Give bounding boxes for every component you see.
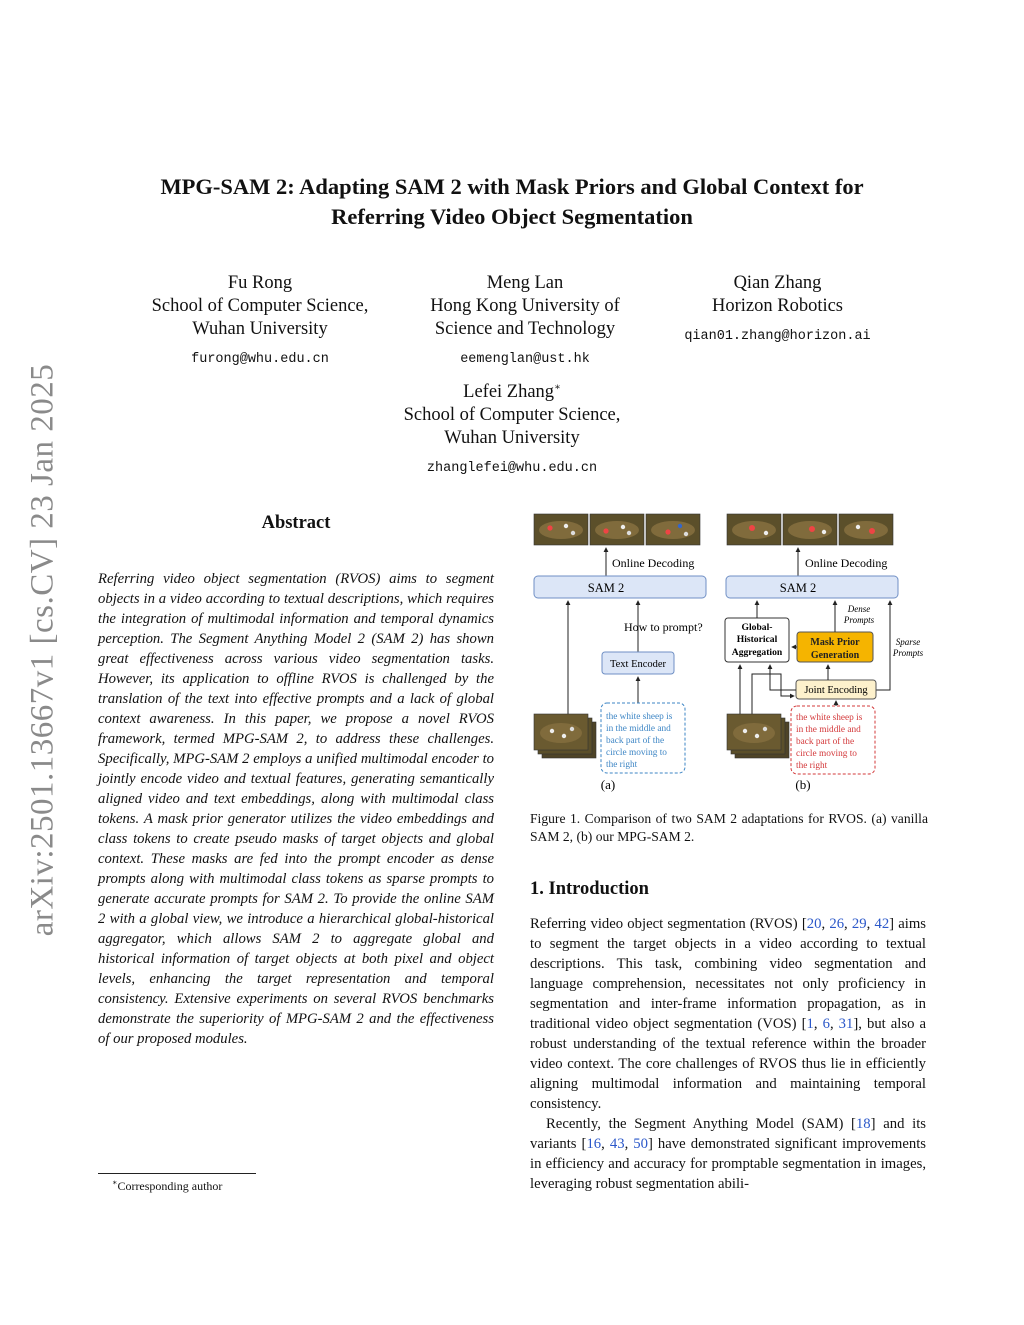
author-name: Qian Zhang [733, 273, 822, 293]
citation-link[interactable]: 1 [806, 1016, 814, 1032]
citation-link[interactable]: 50 [633, 1136, 648, 1152]
author-email[interactable]: eemenglan@ust.hk [460, 352, 590, 367]
figure-caption: Figure 1. Comparison of two SAM 2 adaptations for RVOS. (a) vanilla SAM 2, (b) our MPG-SAM 2. [530, 811, 928, 844]
how-to-prompt-label: How to prompt? [624, 620, 703, 634]
author-affiliation: School of Computer Science, [403, 405, 621, 426]
svg-text:Mask Prior: Mask Prior [810, 637, 860, 648]
online-decoding-label: Online Decoding [612, 556, 695, 570]
svg-text:back part of the: back part of the [796, 737, 855, 747]
title-line-2: Referring Video Object Segmentation [331, 204, 693, 229]
citation-link[interactable]: 16 [586, 1136, 602, 1152]
author-email[interactable]: zhanglefei@whu.edu.cn [426, 461, 598, 477]
abstract-heading: Abstract [261, 513, 331, 533]
svg-text:Prompts: Prompts [843, 615, 875, 625]
footnote-rule [98, 1173, 256, 1174]
paragraph: Recently, the Segment Anything Model (SAM) [18] and its variants [16, 43, 50] have demonstrated significant improvements in efficiency and accuracy for promptable segmentation in images, leveraging robust segmentation abili- [530, 1116, 926, 1192]
svg-text:Prompts: Prompts [892, 648, 924, 658]
author-block [665, 272, 890, 348]
online-decoding-label: Online Decoding [805, 556, 888, 570]
author-affiliation: Wuhan University [192, 319, 328, 339]
title-line-1: MPG-SAM 2: Adapting SAM 2 with Mask Priors and Global Context for [160, 174, 864, 199]
author-block [140, 272, 380, 371]
svg-text:back part of the: back part of the [606, 736, 665, 746]
citation-link[interactable]: 29 [851, 916, 867, 932]
footnote: ∗Corresponding author [112, 1178, 223, 1193]
svg-text:the white sheep is: the white sheep is [606, 712, 673, 722]
sam2-label: SAM 2 [779, 581, 817, 595]
svg-text:Historical: Historical [736, 634, 778, 645]
author-block [382, 376, 642, 480]
joint-encoding-label: Joint Encoding [804, 685, 868, 696]
author-block [410, 272, 640, 371]
author-email[interactable]: qian01.zhang@horizon.ai [684, 329, 871, 344]
svg-text:in the middle and: in the middle and [796, 725, 861, 735]
sam2-label: SAM 2 [587, 581, 625, 595]
svg-text:circle moving to: circle moving to [796, 749, 857, 759]
arxiv-id-text: arXiv:2501.13667v1 [cs.CV] 23 Jan 2025 [24, 363, 61, 937]
paper-title [100, 172, 924, 232]
author-affiliation: Horizon Robotics [711, 296, 844, 316]
citation-link[interactable]: 31 [838, 1016, 854, 1032]
citation-link[interactable]: 6 [822, 1016, 830, 1032]
svg-text:Dense: Dense [847, 604, 871, 614]
dense-prompts-label [843, 604, 875, 625]
figure-1 [528, 510, 928, 800]
citation-link[interactable]: 20 [806, 916, 822, 932]
panel-label-b: (b) [795, 777, 811, 792]
author-name: Lefei Zhang∗ [463, 382, 561, 403]
corresponding-mark: ∗ [554, 382, 561, 393]
output-frames-a [534, 514, 700, 545]
panel-label-a: (a) [600, 777, 616, 792]
author-name: Meng Lan [486, 273, 564, 293]
svg-text:the right: the right [606, 760, 638, 770]
svg-text:Sparse: Sparse [895, 637, 921, 647]
citation-link[interactable]: 43 [609, 1136, 625, 1152]
svg-text:Aggregation: Aggregation [731, 647, 783, 658]
panel-a [534, 514, 706, 792]
citation-link[interactable]: 42 [874, 916, 890, 932]
output-frames-b [727, 514, 893, 545]
author-affiliation: Hong Kong University of [430, 296, 620, 316]
sparse-prompts-label [892, 637, 924, 658]
author-name: Fu Rong [227, 273, 293, 293]
input-frames-b [727, 714, 789, 758]
svg-text:Global-: Global- [741, 622, 773, 633]
section-heading: 1. Introduction [530, 879, 649, 899]
author-affiliation: Wuhan University [444, 428, 580, 449]
author-email[interactable]: furong@whu.edu.cn [191, 352, 329, 367]
text-encoder-label: Text Encoder [609, 659, 667, 670]
svg-text:Generation: Generation [810, 650, 860, 661]
abstract-body: Referring video object segmentation (RVOS) aims to segment objects in a video according to textual descriptions, which requires the integration of multimodal information and temporal dynamics perception. The Segment Anything Model 2 (SAM 2) has shown great effectiveness across various video segmentation tasks. However, its application to offline RVOS is challenged by the translation of the text into effective prompts and a lack of global context awareness. In this paper, we propose a novel RVOS framework, termed MPG-SAM 2, to address these challenges. Specifically, MPG-SAM 2 employs a unified multimodal encoder to jointly encode video and textual features, generating semantically aligned video and text embeddings, along with multimodal class tokens. A mask prior generator utilizes the video embeddings and class tokens to create pseudo masks of target objects and global context. These masks are fed into the prompt encoder as dense prompts along with multimodal class tokens as sparse prompts to generate accurate prompts for SAM 2. To provide the online SAM 2 with a global view, we introduce a hierarchical global-historical aggregator, which allows SAM 2 to aggregate global and historical information of target objects at both pixel and object levels, enhancing the target representation and temporal consistency. Extensive experiments on several RVOS benchmarks demonstrate the superiority of MPG-SAM 2 and the effectiveness of our proposed modules. [98, 571, 494, 1047]
input-frames-a [534, 714, 596, 758]
svg-text:the right: the right [796, 761, 828, 771]
svg-text:in the middle and: in the middle and [606, 724, 671, 734]
citation-link[interactable]: 18 [855, 1116, 871, 1132]
svg-text:circle moving to: circle moving to [606, 748, 667, 758]
paragraph: Referring video object segmentation (RVOS) [20, 26, 29, 42] aims to segment the target objects in a video according to textual descriptions. This task, combining video segmentation and language comprehension, necessitates not only proficiency in segmentation and inter-frame information propagation, as in traditional video object segmentation (VOS) [1, 6, 31], but also a robust understanding of the textual reference within the broader video context. The core challenges of RVOS thus lie in efficiently aligning multimodal information and maintaining temporal consistency. [530, 916, 927, 1112]
introduction-body [530, 914, 926, 1194]
author-affiliation: School of Computer Science, [151, 296, 369, 316]
panel-b [725, 514, 924, 792]
svg-text:the white sheep is: the white sheep is [796, 713, 863, 723]
citation-link[interactable]: 26 [829, 916, 845, 932]
author-affiliation: Science and Technology [434, 319, 616, 339]
arxiv-identifier [18, 360, 68, 940]
